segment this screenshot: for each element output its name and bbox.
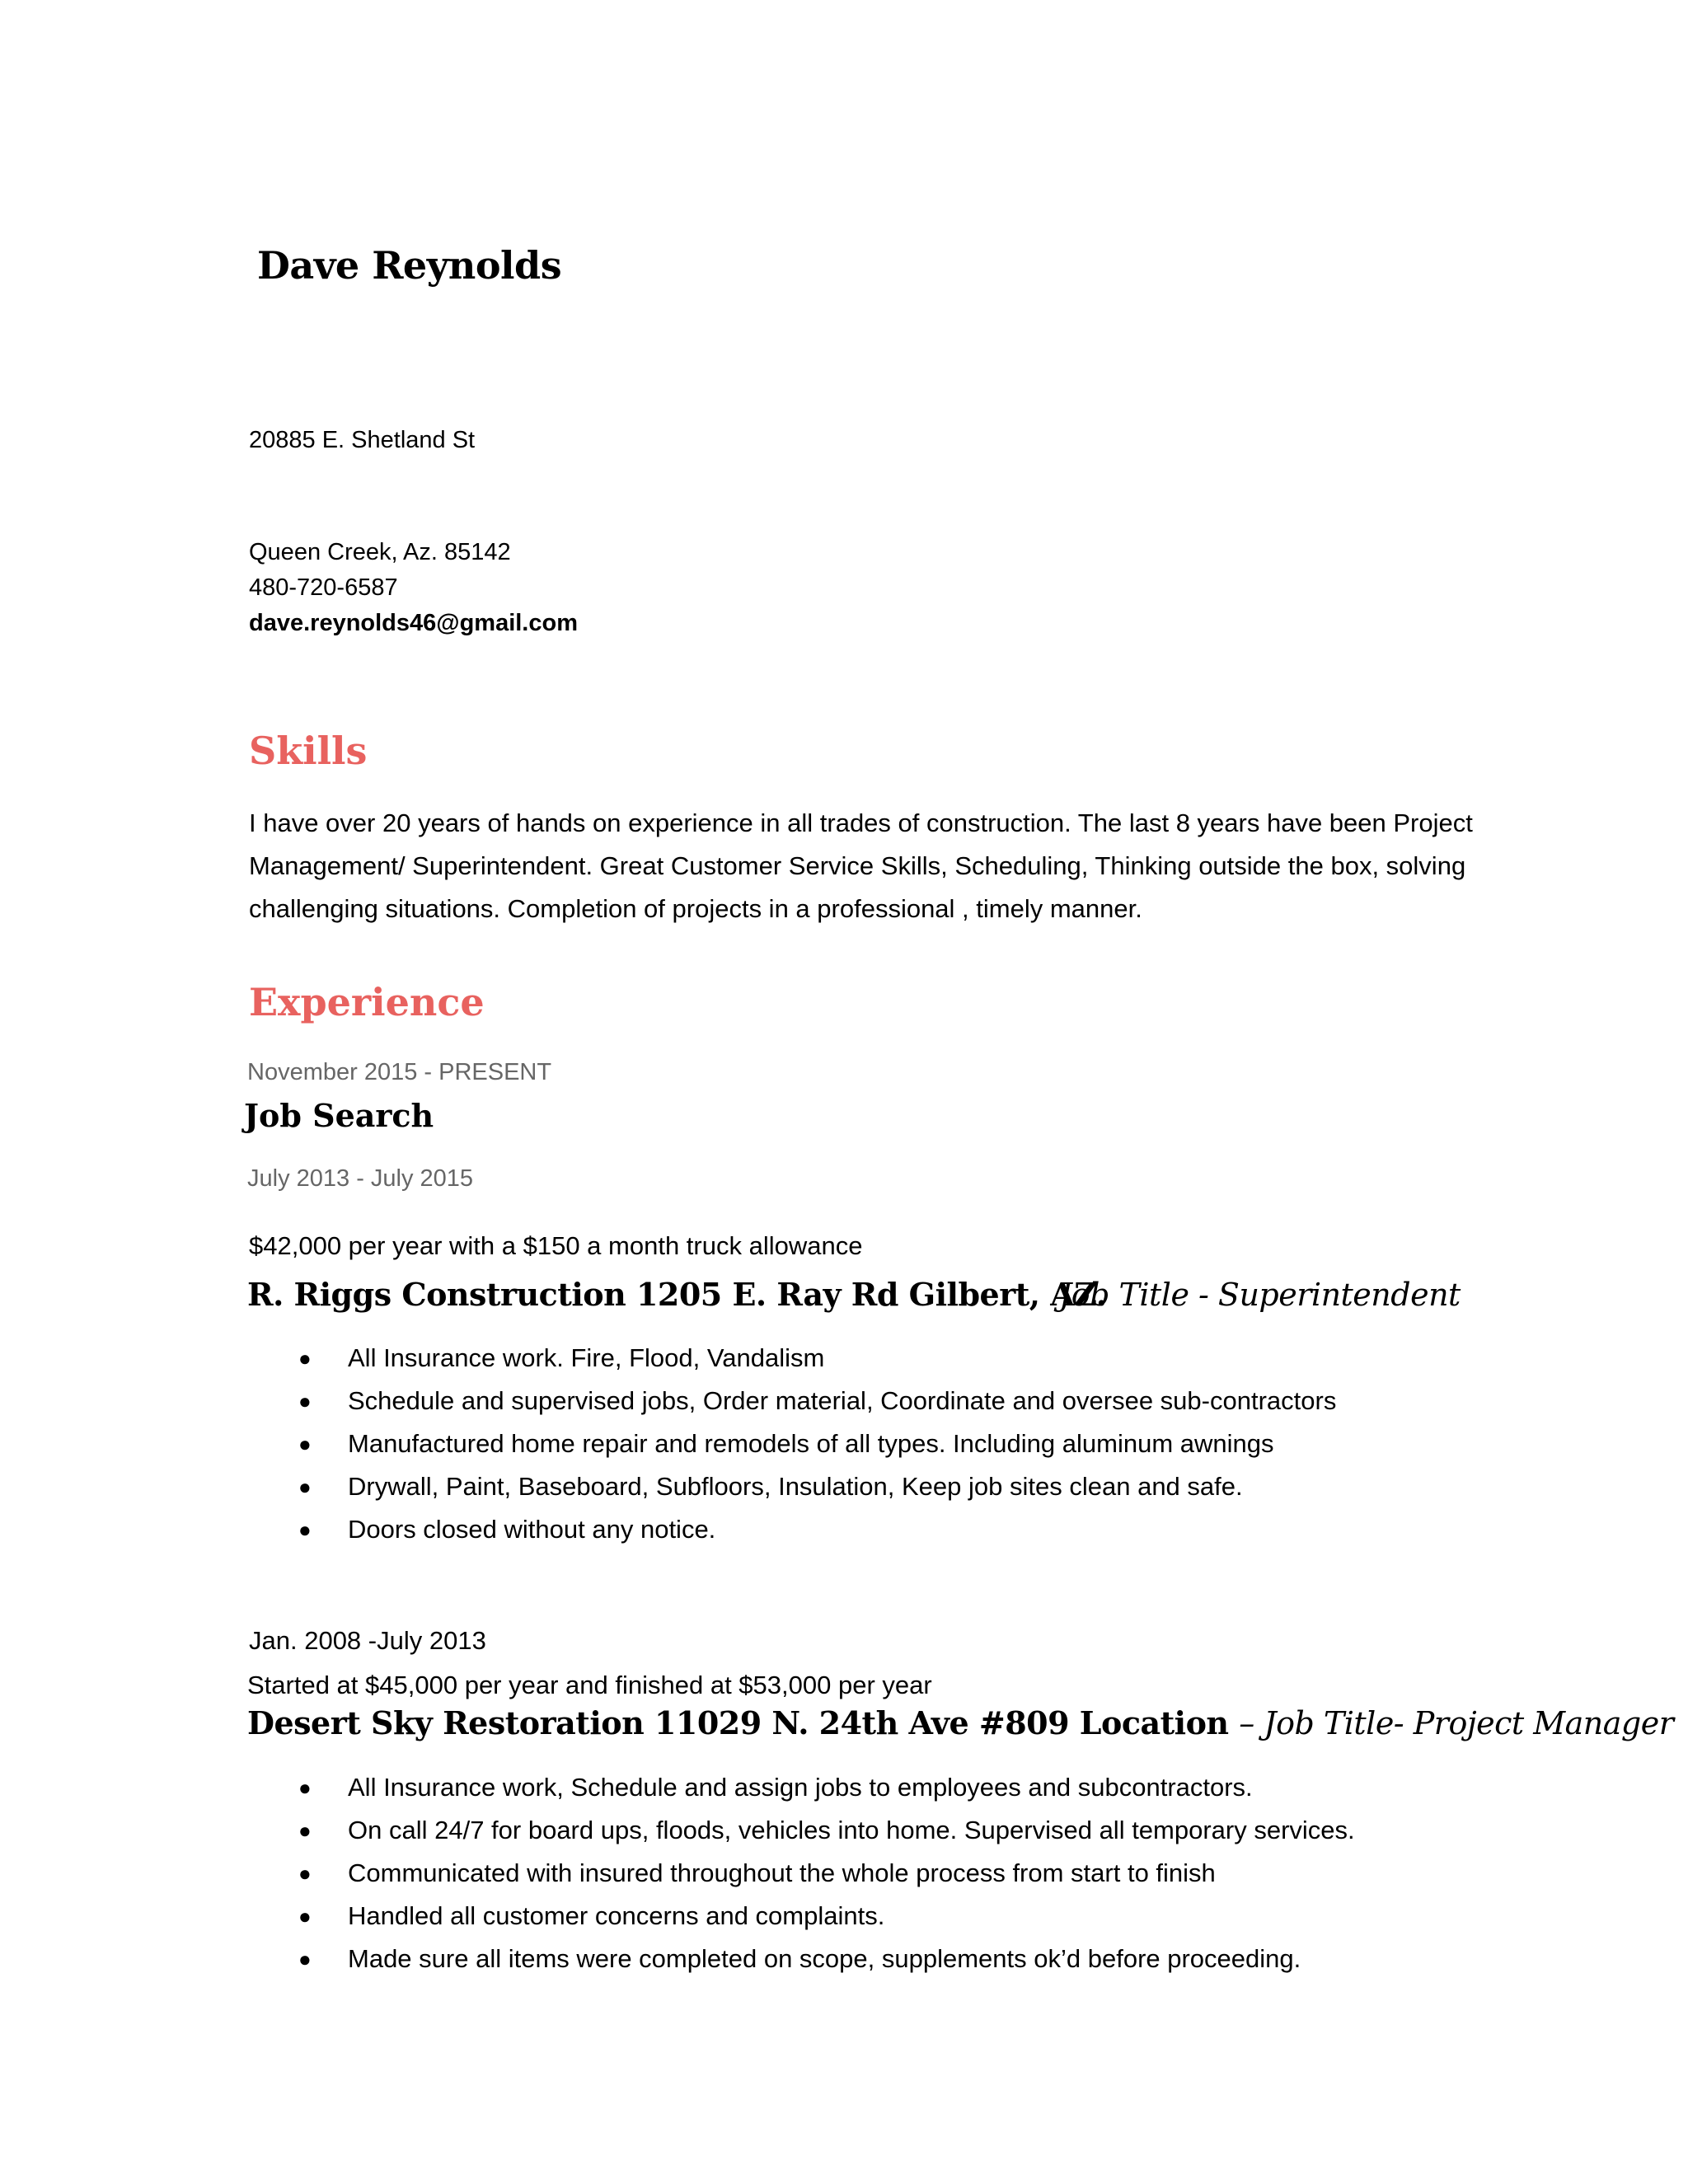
list-item: ● Schedule and supervised jobs, Order material, Coordinate and oversee sub-contractors xyxy=(249,1380,1336,1422)
address-line-1: 20885 E. Shetland St xyxy=(249,427,476,453)
bullet-icon: ● xyxy=(298,1775,312,1800)
list-item: ● All Insurance work. Fire, Flood, Vandalism xyxy=(249,1337,1336,1380)
candidate-name: Dave Reynolds xyxy=(257,243,562,288)
phone-number: 480-720-6587 xyxy=(249,574,398,601)
bullet-icon: ● xyxy=(298,1818,312,1843)
company-line: Desert Sky Restoration 11029 N. 24th Ave #809 Location – Job Title- Project Manager xyxy=(247,1704,1674,1741)
list-item: ● Communicated with insured throughout the whole process from start to finish xyxy=(249,1852,1355,1895)
bullet-icon: ● xyxy=(298,1861,312,1886)
job-bullet-list xyxy=(249,1766,1355,1980)
email-address: dave.reynolds46@gmail.com xyxy=(249,610,578,636)
job-dates: July 2013 - July 2015 xyxy=(247,1165,474,1192)
job-dates: November 2015 - PRESENT xyxy=(247,1059,552,1085)
list-item: ● Handled all customer concerns and complaints. xyxy=(249,1895,1355,1938)
job-heading: Job Search xyxy=(244,1097,434,1134)
list-item: ● On call 24/7 for board ups, floods, vehicles into home. Supervised all temporary services. xyxy=(249,1809,1355,1852)
bullet-icon: ● xyxy=(298,1389,312,1413)
job-pay: Started at $45,000 per year and finished at $53,000 per year xyxy=(247,1671,932,1699)
bullet-icon: ● xyxy=(298,1947,312,1971)
list-item: ● All Insurance work, Schedule and assign jobs to employees and subcontractors. xyxy=(249,1766,1355,1809)
list-item: ● Drywall, Paint, Baseboard, Subfloors, Insulation, Keep job sites clean and safe. xyxy=(249,1465,1336,1508)
bullet-icon: ● xyxy=(298,1517,312,1542)
list-item: ● Manufactured home repair and remodels of all types. Including aluminum awnings xyxy=(249,1422,1336,1465)
company-line: R. Riggs Construction 1205 E. Ray Rd Gilbert, AZ. xyxy=(247,1276,1107,1313)
list-item: ● Made sure all items were completed on scope, supplements ok’d before proceeding. xyxy=(249,1938,1355,1980)
experience-heading: Experience xyxy=(249,980,485,1024)
bullet-icon: ● xyxy=(298,1474,312,1499)
job-title: Job Title - Superintendent xyxy=(1059,1277,1461,1313)
job-dates: Jan. 2008 -July 2013 xyxy=(249,1626,486,1655)
bullet-icon: ● xyxy=(298,1432,312,1456)
list-item: ● Doors closed without any notice. xyxy=(249,1508,1336,1551)
bullet-icon: ● xyxy=(298,1346,312,1371)
job-bullet-list xyxy=(249,1337,1336,1551)
bullet-icon: ● xyxy=(298,1904,312,1929)
job-pay: $42,000 per year with a $150 a month truck allowance xyxy=(249,1231,863,1260)
address-line-2: Queen Creek, Az. 85142 xyxy=(249,539,511,565)
job-title: – Job Title- Project Manager xyxy=(1239,1705,1674,1741)
skills-summary: I have over 20 years of hands on experience in all trades of construction. The last 8 years have been Project Management/ Superintendent. Great Customer Service Skills, Scheduling, Thinking outside the box, solving challenging situations. Completion of projects in a professional , timely manner. xyxy=(249,808,1473,923)
skills-heading: Skills xyxy=(249,729,368,773)
